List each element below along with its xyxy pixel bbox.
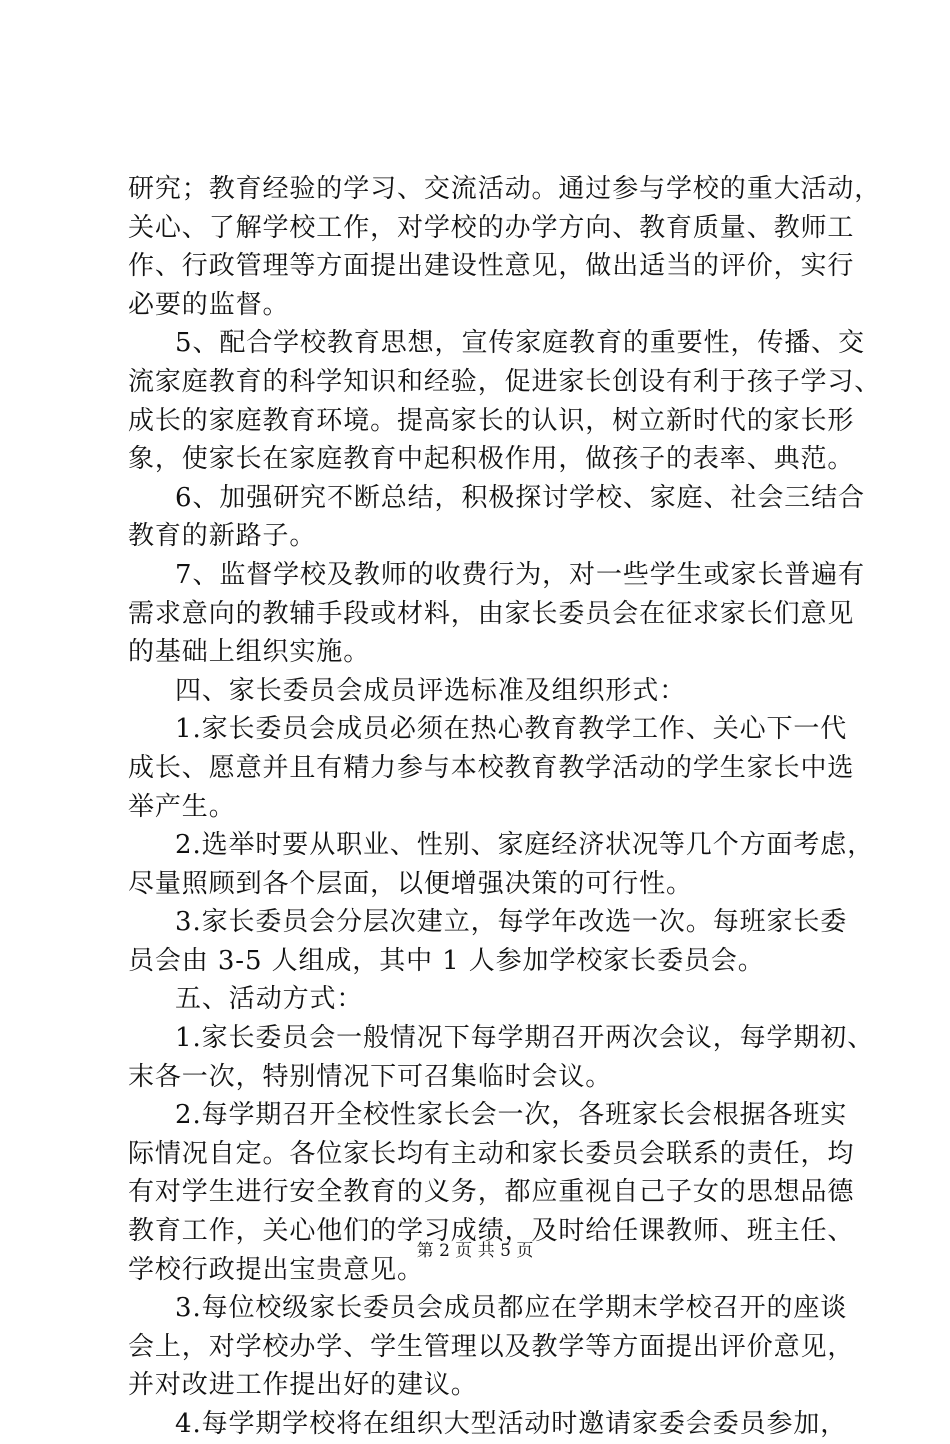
paragraph-first-line: 6、加强研究不断总结，积极探讨学校、家庭、社会三结合 xyxy=(175,482,865,513)
text-line: 并对改进工作提出好的建议。 xyxy=(128,1370,478,1401)
paragraph-first-line: 3.每位校级家长委员会成员都应在学期末学校召开的座谈 xyxy=(175,1293,848,1324)
paragraph-first-line: 2.每学期召开全校性家长会一次，各班家长会根据各班实 xyxy=(175,1100,848,1131)
paragraph-first-line: 5、配合学校教育思想，宣传家庭教育的重要性，传播、交 xyxy=(175,328,865,359)
text-line: 末各一次，特别情况下可召集临时会议。 xyxy=(128,1061,613,1092)
paragraph-first-line: 2.选举时要从职业、性别、家庭经济状况等几个方面考虑， xyxy=(175,830,875,861)
paragraph-first-line: 3.家长委员会分层次建立，每学年改选一次。每班家长委 xyxy=(175,907,848,938)
text-line: 教育的新路子。 xyxy=(128,521,317,552)
text-line: 尽量照顾到各个层面，以便增强决策的可行性。 xyxy=(128,868,693,899)
text-line: 关心、了解学校工作，对学校的办学方向、教育质量、教师工 xyxy=(128,212,855,243)
text-line: 员会由 3-5 人组成，其中 1 人参加学校家长委员会。 xyxy=(128,945,765,976)
section-heading: 五、活动方式： xyxy=(175,984,364,1015)
paragraph-first-line: 1.家长委员会成员必须在热心教育教学工作、关心下一代 xyxy=(175,714,848,745)
paragraph-first-line: 7、监督学校及教师的收费行为，对一些学生或家长普遍有 xyxy=(175,559,865,590)
text-line: 际情况自定。各位家长均有主动和家长委员会联系的责任，均 xyxy=(128,1138,855,1169)
text-line: 需求意向的教辅手段或材料，由家长委员会在征求家长们意见 xyxy=(128,598,855,629)
text-line: 举产生。 xyxy=(128,791,236,822)
text-line: 的基础上组织实施。 xyxy=(128,637,371,668)
text-line: 成长、愿意并且有精力参与本校教育教学活动的学生家长中选 xyxy=(128,752,855,783)
text-line: 象，使家长在家庭教育中起积极作用，做孩子的表率、典范。 xyxy=(128,444,855,475)
text-line: 会上，对学校办学、学生管理以及教学等方面提出评价意见， xyxy=(128,1331,855,1362)
text-line: 必要的监督。 xyxy=(128,289,290,320)
paragraph-first-line: 1.家长委员会一般情况下每学期召开两次会议，每学期初、 xyxy=(175,1023,875,1054)
text-line: 有对学生进行安全教育的义务，都应重视自己子女的思想品德 xyxy=(128,1177,855,1208)
section-heading: 四、家长委员会成员评选标准及组织形式： xyxy=(175,675,687,706)
text-line: 成长的家庭教育环境。提高家长的认识，树立新时代的家长形 xyxy=(128,405,855,436)
page-number-footer: 第 2 页 共 5 页 xyxy=(416,1241,534,1261)
paragraph-first-line: 4.每学期学校将在组织大型活动时邀请家委会委员参加， xyxy=(175,1409,848,1439)
text-line: 研究；教育经验的学习、交流活动。通过参与学校的重大活动， xyxy=(128,174,882,204)
text-line: 流家庭教育的科学知识和经验，促进家长创设有利于孩子学习、 xyxy=(128,366,882,397)
text-line: 教育工作，关心他们的学习成绩，及时给任课教师、班主任、 xyxy=(128,1216,855,1247)
text-line: 作、行政管理等方面提出建设性意见，做出适当的评价，实行 xyxy=(128,251,855,282)
text-line: 学校行政提出宝贵意见。 xyxy=(128,1254,424,1285)
